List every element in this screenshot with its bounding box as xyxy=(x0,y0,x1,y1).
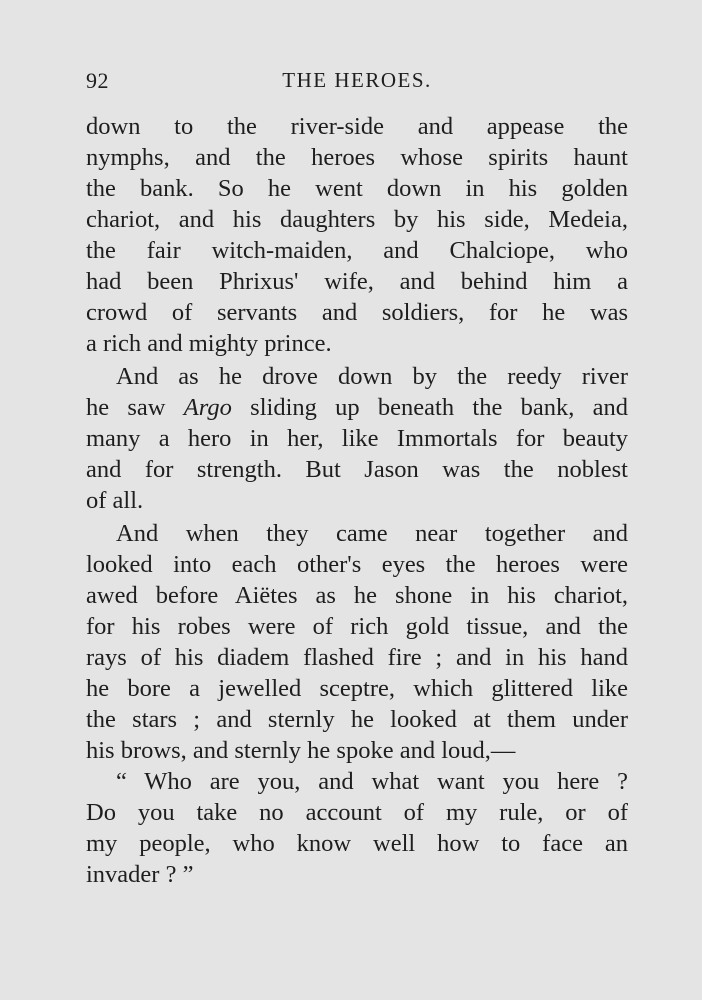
text-line: rays of his diadem flashed fire ; and in his hand xyxy=(86,644,628,671)
paragraph-3 xyxy=(86,518,628,766)
text-line: awed before Aiëtes as he shone in his chariot, xyxy=(86,582,628,609)
text-segment: he saw xyxy=(86,394,166,421)
text-line: a rich and mighty prince. xyxy=(86,330,332,357)
text-line: looked into each other's eyes the heroes were xyxy=(86,551,628,578)
paragraph-2 xyxy=(86,361,628,516)
paragraph-4 xyxy=(86,766,628,890)
text-line: And when they came near together and xyxy=(116,520,628,547)
text-line: Do you take no account of my rule, or of xyxy=(86,799,628,826)
text-line: of all. xyxy=(86,487,144,514)
text-line: nymphs, and the heroes whose spirits haunt xyxy=(86,144,628,171)
text-line: my people, who know well how to face an xyxy=(86,830,628,857)
page-number: 92 xyxy=(86,68,109,93)
text-segment: sliding up beneath the bank, and xyxy=(250,394,628,421)
text-line: chariot, and his daughters by his side, Medeia, xyxy=(86,206,628,233)
running-title: THE HEROES. xyxy=(282,68,432,92)
text-line: he bore a jewelled sceptre, which glittered like xyxy=(86,675,628,702)
text-line: the bank. So he went down in his golden xyxy=(86,175,628,202)
text-line: crowd of servants and soldiers, for he was xyxy=(86,299,628,326)
text-line: the stars ; and sternly he looked at them under xyxy=(86,706,628,733)
text-line: invader ? ” xyxy=(86,861,194,888)
text-line: his brows, and sternly he spoke and loud,— xyxy=(86,737,516,764)
text-line: down to the river-side and appease the xyxy=(86,113,628,140)
paragraph-1 xyxy=(86,111,628,359)
page-body xyxy=(86,111,628,890)
text-line: many a hero in her, like Immortals for beauty xyxy=(86,425,628,452)
text-line: “ Who are you, and what want you here ? xyxy=(116,768,628,795)
text-line: and for strength. But Jason was the noblest xyxy=(86,456,628,483)
text-line xyxy=(86,392,628,423)
page-header xyxy=(86,68,628,100)
text-line: for his robes were of rich gold tissue, and the xyxy=(86,613,628,640)
ship-name-italic: Argo xyxy=(183,394,232,421)
text-line: had been Phrixus' wife, and behind him a xyxy=(86,268,628,295)
text-line: the fair witch-maiden, and Chalciope, who xyxy=(86,237,628,264)
text-line: And as he drove down by the reedy river xyxy=(116,363,628,390)
